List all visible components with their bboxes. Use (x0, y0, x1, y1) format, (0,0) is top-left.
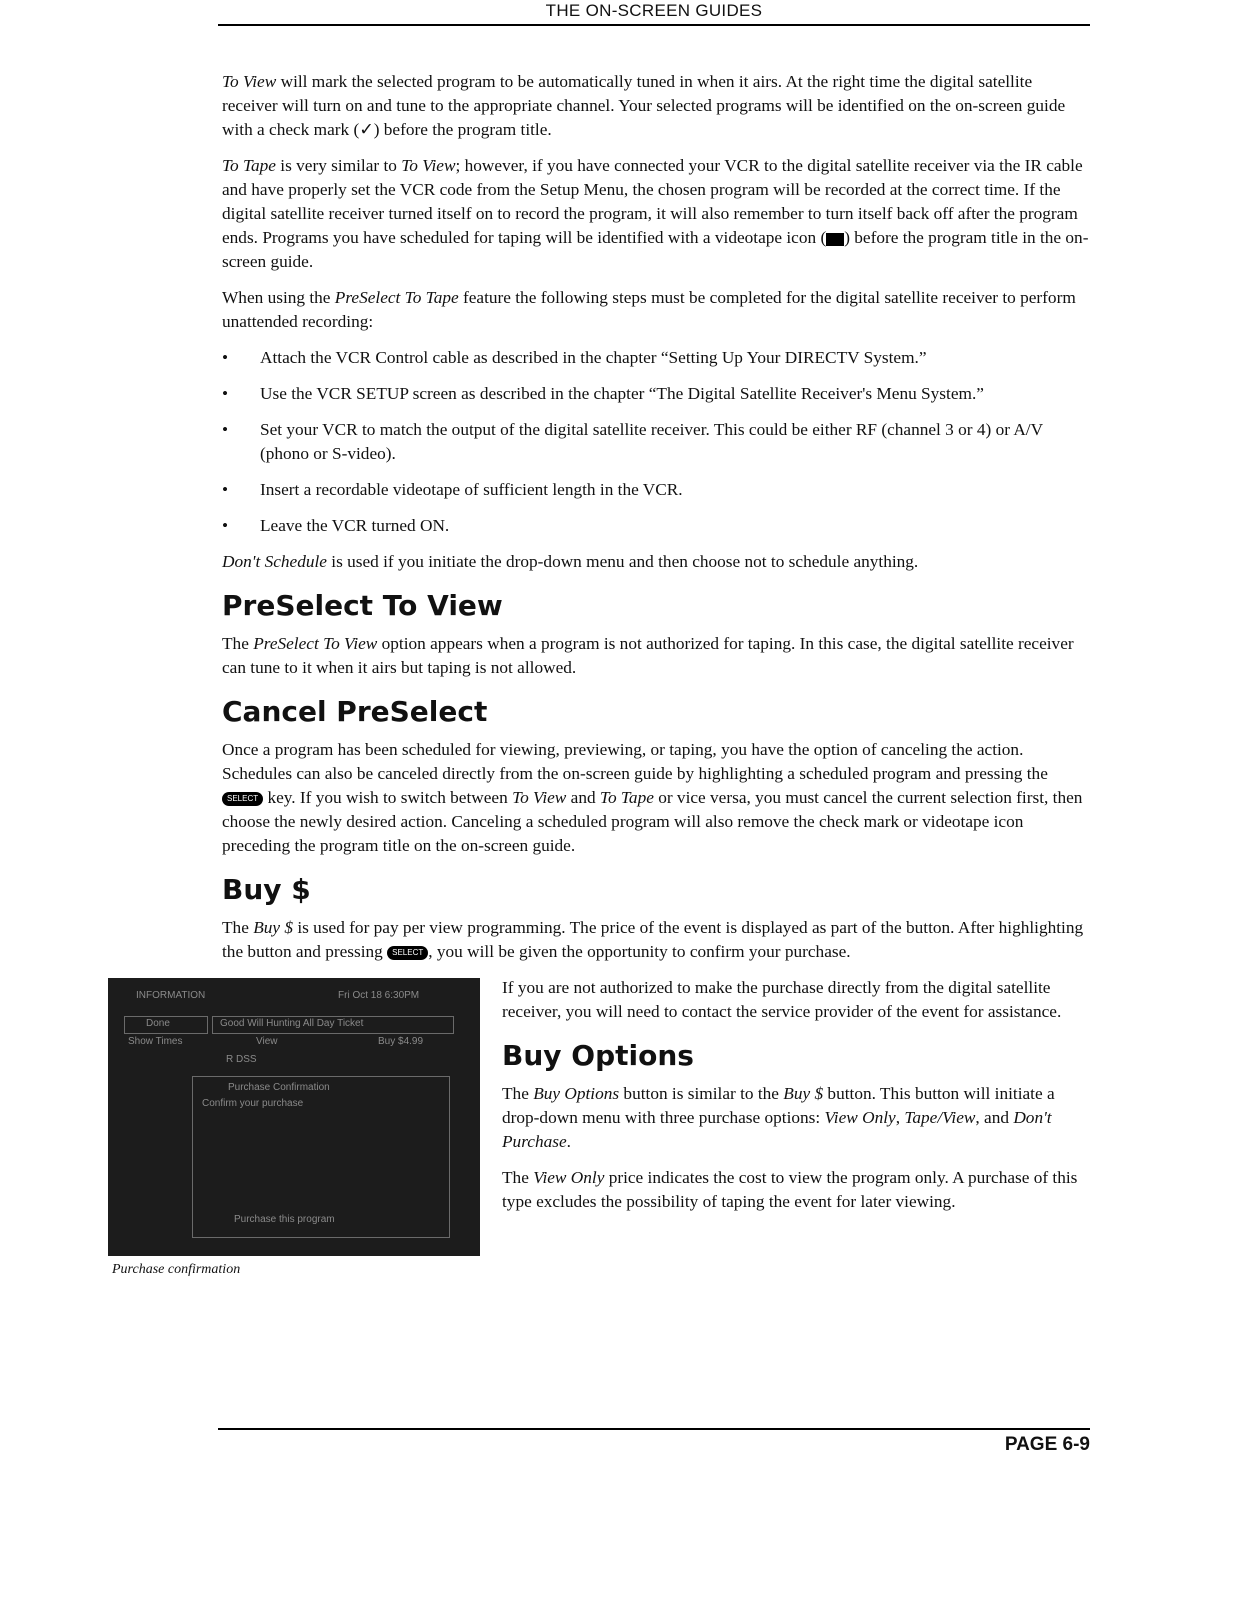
buy-options-heading: Buy Options (502, 1039, 694, 1072)
preselect-tape-intro: When using the PreSelect To Tape feature the following steps must be completed for the digital satellite receiver to perform unattended recording: (222, 288, 1076, 331)
bullet-icon: • (222, 420, 229, 439)
list-item: • Leave the VCR turned ON. (222, 514, 1092, 538)
buy-paragraph-intro: The Buy $ is used for pay per view programming. The price of the event is displayed as part of the button. After highlighting the button and pressing SELECT , you will be given the opportunity to confirm your purchase. (222, 918, 1084, 961)
bullet-icon: • (222, 516, 229, 535)
figure-caption: Purchase confirmation (112, 1262, 241, 1277)
preselect-to-view-paragraph: The PreSelect To View option appears when a program is not authorized for taping. In this case, the digital satellite receiver can tune to it when it airs but taping is not allowed. (222, 634, 1074, 677)
list-item: • Insert a recordable videotape of sufficient length in the VCR. (222, 478, 1092, 502)
bullet-icon: • (222, 480, 229, 499)
page-footer (218, 1428, 1090, 1455)
purchase-confirmation-figure (108, 978, 480, 1278)
select-key-icon: SELECT (387, 946, 428, 960)
to-tape-paragraph: To Tape is very similar to To View; however, if you have connected your VCR to the digital satellite receiver via the IR cable and have properly set the VCR code from the Setup Menu, the chosen program will be recorded at the correct time. If the digital satellite receiver turned itself on to record the program, it will also remember to turn itself back off after the program ends. Programs you have scheduled for taping will be identified with a videotape icon ( ) before the program title in the on-screen guide. (222, 156, 1089, 271)
page-content (112, 70, 1092, 1284)
dont-schedule-paragraph: Don't Schedule is used if you initiate the drop-down menu and then choose not to schedule anything. (222, 552, 919, 571)
cancel-preselect-heading: Cancel PreSelect (222, 695, 488, 728)
select-key-icon: SELECT (222, 792, 263, 806)
cancel-preselect-paragraph: Once a program has been scheduled for viewing, previewing, or taping, you have the option of canceling the action. Schedules can also be canceled directly from the on-screen guide by highlighting a scheduled program and pressing the SELECT key. If you wish to switch between To View and To Tape or vice versa, you must cancel the current selection first, then choose the newly desired action. Canceling a scheduled program will also remove the check mark or videotape icon preceding the program title on the on-screen guide. (222, 740, 1083, 855)
list-item: • Attach the VCR Control cable as described in the chapter “Setting Up Your DIRECTV System.” (222, 346, 1092, 370)
buy-paragraph-2: If you are not authorized to make the purchase directly from the digital satellite receiver, you will need to contact the service provider of the event for assistance. (502, 978, 1062, 1021)
tv-screen-image: INFORMATION Fri Oct 18 6:30PM Done Show Times Good Will Hunting All Day Ticket View Buy $4.99 R DSS Purchase Confirmation Confirm your purchase Purchase this program (108, 978, 480, 1256)
preselect-to-view-heading: PreSelect To View (222, 589, 503, 622)
bullet-icon: • (222, 384, 229, 403)
steps-list (222, 346, 1092, 538)
bullet-icon: • (222, 348, 229, 367)
list-item: • Set your VCR to match the output of the digital satellite receiver. This could be either RF (channel 3 or 4) or A/V (phono or S-video). (222, 420, 1043, 463)
buy-heading: Buy $ (222, 873, 311, 906)
videotape-icon (826, 233, 844, 246)
page-number: PAGE 6-9 (1004, 1434, 1090, 1455)
buy-options-paragraph: The Buy Options button is similar to the Buy $ button. This button will initiate a drop-down menu with three purchase options: View Only, Tape/View, and Don't Purchase. (502, 1084, 1055, 1151)
to-view-paragraph: To View will mark the selected program to be automatically tuned in when it airs. At the right time the digital satellite receiver will turn on and tune to the appropriate channel. Your selected programs will be identified on the on-screen guide with a check mark (✓) before the program title. (222, 72, 1066, 139)
view-only-paragraph: The View Only price indicates the cost to view the program only. A purchase of this type excludes the possibility of taping the event for later viewing. (502, 1168, 1078, 1211)
running-header: THE ON-SCREEN GUIDES (218, 0, 1090, 26)
list-item: • Use the VCR SETUP screen as described in the chapter “The Digital Satellite Receiver's Menu System.” (222, 382, 1092, 406)
